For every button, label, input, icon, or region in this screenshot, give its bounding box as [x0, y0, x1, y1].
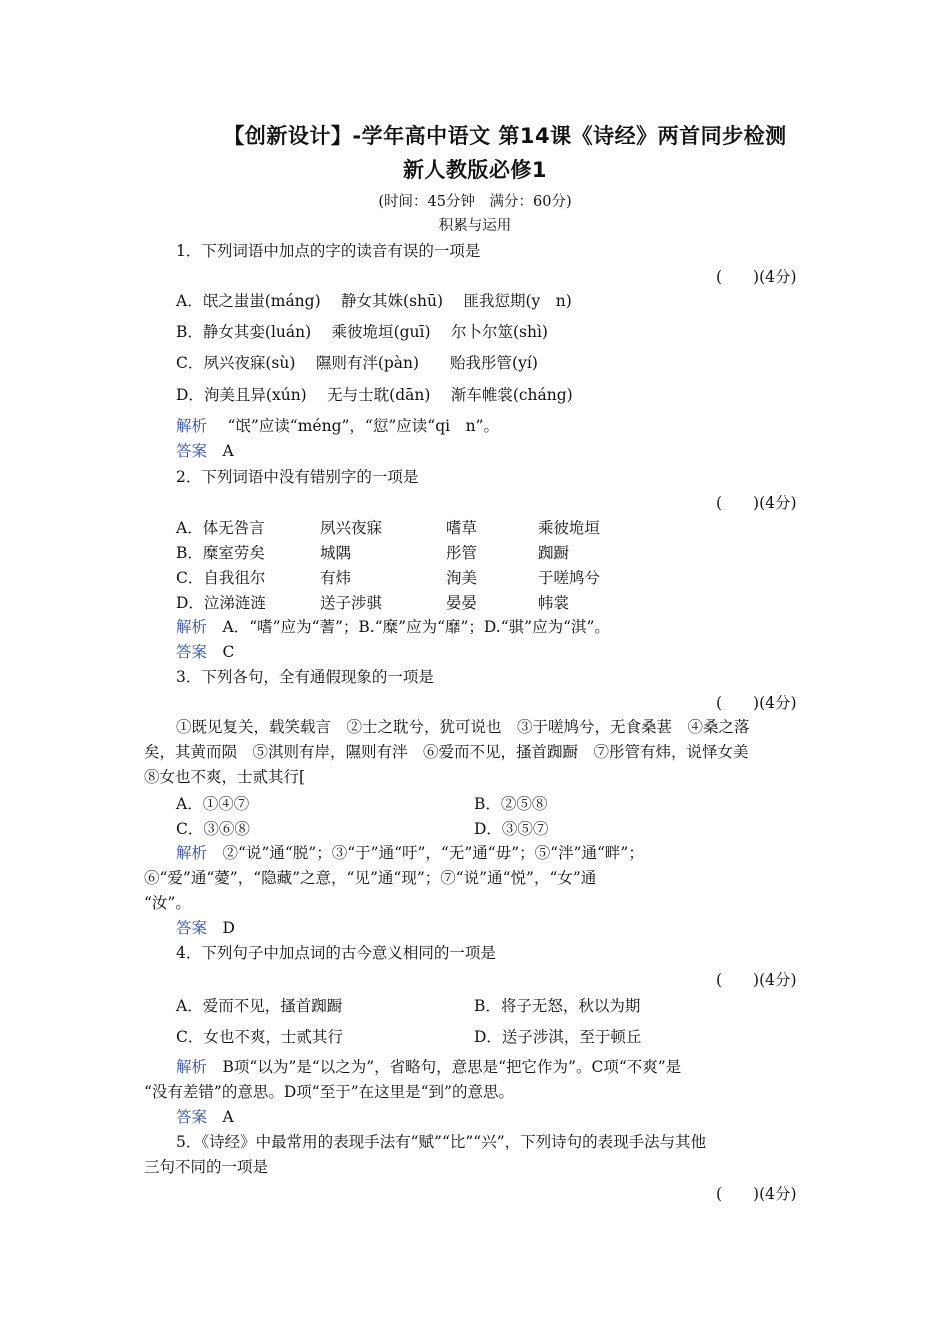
q2-row-d-col1: D．泣涕涟涟	[176, 594, 266, 612]
q4-option-c: C．女也不爽，士贰其行	[176, 1028, 343, 1046]
answer-label: 答案	[176, 1108, 208, 1126]
q3-option-c: C．③⑥⑧	[176, 820, 250, 838]
answer-label: 答案	[176, 919, 208, 937]
q3-option-d: D．③⑤⑦	[474, 820, 549, 838]
q3-body-line3: ⑧女也不爽，士贰其行[	[144, 768, 306, 786]
document-subtitle: 新人教版必修1	[402, 158, 548, 182]
q2-row-d-col4: 帏裳	[538, 594, 570, 612]
q2-row-c-col2: 有炜	[320, 569, 352, 587]
analysis-label: 解析	[176, 1058, 208, 1076]
q3-analysis-text1: ②“说”通“脱”；③“于”通“吁”，“无”通“毋”；⑤“泮”通“畔”；	[222, 844, 644, 862]
q2-score: ( )(4分)	[716, 494, 797, 512]
q1-stem: 1．下列词语中加点的字的读音有误的一项是	[176, 242, 481, 260]
q1-answer	[176, 440, 234, 462]
q2-row-a-col3: 嗜草	[446, 519, 478, 537]
q3-body-line1: ①既见复关，载笑载言 ②士之耽兮，犹可说也 ③于嗟鸠兮，无食桑葚 ④桑之落	[176, 718, 750, 736]
q2-row-b-col4: 踟蹰	[538, 544, 570, 562]
q3-body-line2: 矣，其黄而陨 ⑤淇则有岸，隰则有泮 ⑥爱而不见，搔首踟蹰 ⑦彤管有炜，说怿女美	[144, 743, 749, 761]
q2-analysis	[176, 616, 610, 638]
q2-row-a-col1: A．体无咎言	[176, 519, 265, 537]
q2-row-b-col2: 城隅	[320, 544, 352, 562]
analysis-label: 解析	[176, 417, 208, 435]
time-info: (时间：45分钟 满分：60分)	[378, 194, 572, 210]
q1-option-d: D．洵美且异(xún) 无与士耽(dān) 渐车帷裳(cháng)	[176, 386, 573, 404]
q2-row-d-col2: 送子涉骐	[320, 594, 383, 612]
section-heading: 积累与运用	[438, 218, 512, 234]
q4-option-b: B．将子无怒，秋以为期	[474, 997, 641, 1015]
q3-analysis-line2: ⑥“爱”通“薆”，“隐藏”之意，“见”通“现”；⑦“说”通“悦”，“女”通	[144, 869, 597, 887]
q4-score: ( )(4分)	[716, 971, 797, 989]
q3-stem: 3．下列各句，全有通假现象的一项是	[176, 668, 434, 686]
q4-option-d: D．送子涉淇，至于顿丘	[474, 1028, 642, 1046]
q2-analysis-text: A．“嗜”应为“蓍”；B.“糜”应为“靡”；D.“骐”应为“淇”。	[222, 618, 610, 636]
q2-row-b-col1: B．糜室劳矣	[176, 544, 265, 562]
q2-answer	[176, 641, 234, 663]
q4-stem: 4．下列句子中加点词的古今意义相同的一项是	[176, 944, 496, 962]
q4-analysis-line1	[176, 1056, 681, 1078]
q1-score: ( )(4分)	[716, 268, 797, 286]
answer-label: 答案	[176, 643, 208, 661]
q4-answer-value: A	[222, 1108, 234, 1126]
q5-score: ( )(4分)	[716, 1185, 797, 1203]
q3-answer-value: D	[222, 919, 235, 937]
q5-stem-line1: 5．《诗经》中最常用的表现手法有“赋”“比”“兴”，下列诗句的表现手法与其他	[176, 1133, 707, 1151]
q5-stem-line2: 三句不同的一项是	[144, 1158, 269, 1176]
q1-analysis	[176, 415, 499, 437]
q2-answer-value: C	[222, 643, 235, 661]
q3-analysis-line1	[176, 842, 644, 864]
q2-row-c-col3: 洵美	[446, 569, 478, 587]
q1-analysis-text: “氓”应读“méng”，“愆”应读“qi n”。	[227, 417, 499, 435]
document-title: 【创新设计】-学年高中语文 第14课《诗经》两首同步检测	[223, 124, 787, 148]
q1-option-a: A．氓之蚩蚩(máng) 静女其姝(shū) 匪我愆期(y n)	[176, 292, 572, 310]
q3-option-b: B．②⑤⑧	[474, 795, 548, 813]
analysis-label: 解析	[176, 618, 208, 636]
q1-option-b: B．静女其娈(luán) 乘彼垝垣(guī) 尔卜尔筮(shì)	[176, 323, 548, 341]
q4-option-a: A．爱而不见，搔首踟蹰	[176, 997, 343, 1015]
q3-option-a: A．①④⑦	[176, 795, 250, 813]
q4-analysis-text1: B项“以为”是“以之为”，省略句，意思是“把它作为”。C项“不爽”是	[222, 1058, 682, 1076]
q2-row-d-col3: 晏晏	[446, 594, 478, 612]
q3-analysis-line3: “汝”。	[144, 894, 191, 912]
q1-option-c: C．夙兴夜寐(sù) 隰则有泮(pàn) 贻我彤管(yí)	[176, 354, 538, 372]
q2-row-c-col4: 于嗟鸠兮	[538, 569, 601, 587]
q4-analysis-line2: “没有差错”的意思。D项“至于”在这里是“到”的意思。	[144, 1083, 514, 1101]
analysis-label: 解析	[176, 844, 208, 862]
q3-score: ( )(4分)	[716, 694, 797, 712]
q2-stem: 2．下列词语中没有错别字的一项是	[176, 468, 419, 486]
q3-answer	[176, 917, 235, 939]
answer-label: 答案	[176, 442, 208, 460]
q2-row-a-col4: 乘彼垝垣	[538, 519, 601, 537]
q2-row-c-col1: C．自我徂尔	[176, 569, 266, 587]
q4-answer	[176, 1106, 234, 1128]
q2-row-b-col3: 彤管	[446, 544, 478, 562]
q2-row-a-col2: 夙兴夜寐	[320, 519, 383, 537]
q1-answer-value: A	[222, 442, 234, 460]
